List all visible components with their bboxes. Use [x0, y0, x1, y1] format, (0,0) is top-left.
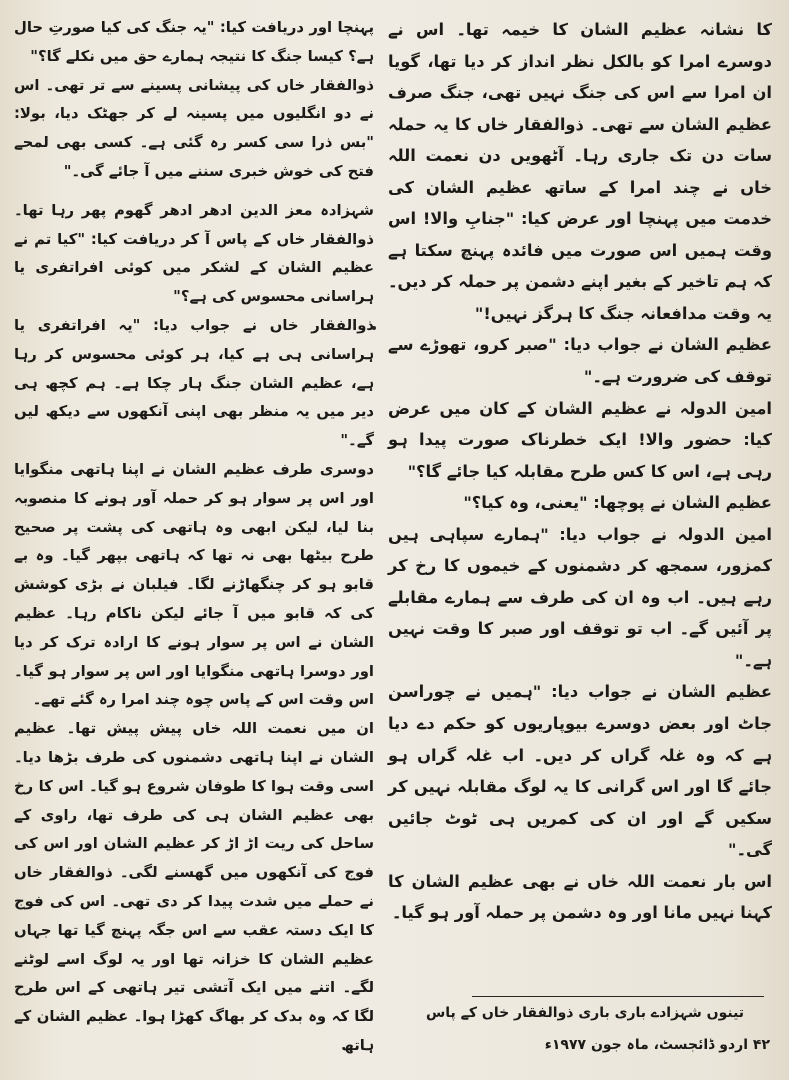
left-column	[14, 14, 374, 1061]
right-column	[388, 14, 772, 929]
paragraph: پہنچا اور دریافت کیا: "یہ جنگ کی کیا صورتِ حال ہے؟ کیسا جنگ کا نتیجہ ہمارے حق میں نکلے گا؟"	[14, 19, 374, 65]
paragraph: دوسری طرف عظیم الشان نے اپنا ہاتھی منگوایا اور اس پر سوار ہو کر حملہ آور ہونے کا منصوبہ بنا لیا، لیکن ابھی وہ ہاتھی کی پشت پر صحیح طرح بیٹھا بھی نہ تھا کہ ہاتھی بپھر گیا۔ وہ بے قابو ہو کر چنگھاڑنے لگا۔ فیلبان نے بڑی کوشش کی کہ قابو میں آ جائے لیکن ناکام رہا۔ عظیم الشان نے اس پر سوار ہونے کا ارادہ ترک کر دیا اور دوسرا ہاتھی منگوایا اور اس پر سوار ہو گیا۔ اس وقت اس کے پاس چوہ چند امرا رہ گئے تھے۔	[14, 460, 374, 709]
paragraph: شہزادہ معز الدین ادھر ادھر گھوم پھر رہا تھا۔ ذوالفقار خاں کے پاس آ کر دریافت کیا: "کیا تم نے عظیم الشان کے لشکر میں کوئی افراتفری یا ہراسانی محسوس کی ہے؟"	[14, 201, 374, 306]
paragraph: عظیم الشان نے پوچھا: "یعنی، وہ کیا؟"	[463, 493, 772, 513]
running-caption: تینوں شہزادے باری باری ذوالفقار خاں کے پاس	[425, 1005, 745, 1021]
paragraph: ذوالفقار خاں کی پیشانی پسینے سے تر تھی۔ اس نے دو انگلیوں میں پسینہ لے کر جھٹک دیا، بولا: "بس ذرا سی کسر رہ گئی ہے۔ کسی بھی لمحے فتح کی خوش خبری سننے میں آ جائے گی۔"	[14, 76, 374, 180]
paragraph: عظیم الشان نے جواب دیا: "ہمیں نے چوراسن جاٹ اور بعض دوسرے بیوپاریوں کو حکم دے دیا ہے کہ وہ غلہ گراں کر دیں۔ اب غلہ گراں ہو جائے گا اور اس گرانی کا یہ لوگ مقابلہ نہیں کر سکیں گے اور ان کی کمریں ہی ٹوٹ جائیں گی۔"	[388, 682, 772, 860]
paragraph: کا نشانہ عظیم الشان کا خیمہ تھا۔ اس نے دوسرے امرا کو بالکل نظر انداز کر دیا تھا، گویا ان امرا سے اس کی جنگ نہیں تھی، جنگ صرف عظیم الشان سے تھی۔ ذوالفقار خاں کا یہ حملہ سات دن تک جاری رہا۔ آٹھویں دن نعمت اللہ خاں نے چند امرا کے ساتھ عظیم الشان کی خدمت میں پہنچا اور عرض کیا: "جنابِ والا! اس وقت ہمیں اس صورت میں فائدہ پہنچ سکتا ہے کہ ہم تاخیر کے بغیر اپنے دشمن پر حملہ کر دیں۔ یہ وقت مدافعانہ جنگ کا ہرگز نہیں!"	[388, 20, 772, 323]
paragraph: عظیم الشان نے جواب دیا: "صبر کرو، تھوڑے سے توقف کی ضرورت ہے۔"	[388, 335, 772, 387]
page-footer: ۴۲ اردو ڈائجسٹ، ماہ جون ۱۹۷۷ء	[544, 1037, 770, 1053]
paragraph: امین الدولہ نے جواب دیا: "ہمارے سپاہی ہیں کمزور، سمجھ کر دشمنوں کے خیموں کا رخ کر رہے ہیں۔ اب وہ ان کی طرف سے ہمارے مقابلے پر آئیں گے۔ اب تو توقف اور صبر کا وقت نہیں ہے۔"	[388, 524, 772, 670]
paragraph: اس بار نعمت اللہ خاں نے بھی عظیم الشان کا کہنا نہیں مانا اور وہ دشمن پر حملہ آور ہو گیا۔	[388, 871, 772, 923]
paragraph: امین الدولہ نے عظیم الشان کے کان میں عرض کیا: حضور والا! ایک خطرناک صورت پیدا ہو رہی ہے، اس کا کس طرح مقابلہ کیا جائے گا؟"	[388, 398, 772, 481]
caption-divider	[472, 996, 764, 997]
paragraph: ان میں نعمت اللہ خاں پیش پیش تھا۔ عظیم الشان نے اپنا ہاتھی دشمنوں کی طرف بڑھا دیا۔ اسی وقت ہوا کا طوفان شروع ہو گیا۔ اس کا رخ بھی عظیم الشان ہی کی طرف تھا، راوی کے ساحل کی ریت اڑ اڑ کر عظیم الشان اور اس کی فوج کی آنکھوں میں گھسنے لگی۔ ذوالفقار خاں نے حملے میں شدت پیدا کر دی تھی۔ اس کی فوج کا ایک دستہ عقب سے اس جگہ پہنچ گیا تھا جہاں عظیم الشان کا خزانہ تھا اور یہ لوگ اسے لوٹنے لگے۔ اتنے میں ایک آتشی تیر ہاتھی کے اس طرح لگا کہ وہ بدک کر بھاگ کھڑا ہوا۔ عظیم الشان کے ہاتھ	[14, 720, 374, 1054]
paragraph: ذوالفقار خاں نے جواب دیا: "یہ افراتفری یا ہراسانی ہی ہے کیا، ہر کوئی محسوس کر رہا ہے، عظیم الشان جنگ ہار چکا ہے۔ ہم کچھ ہی دیر میں یہ منظر بھی اپنی آنکھوں سے دیکھ لیں گے۔"	[14, 316, 374, 450]
